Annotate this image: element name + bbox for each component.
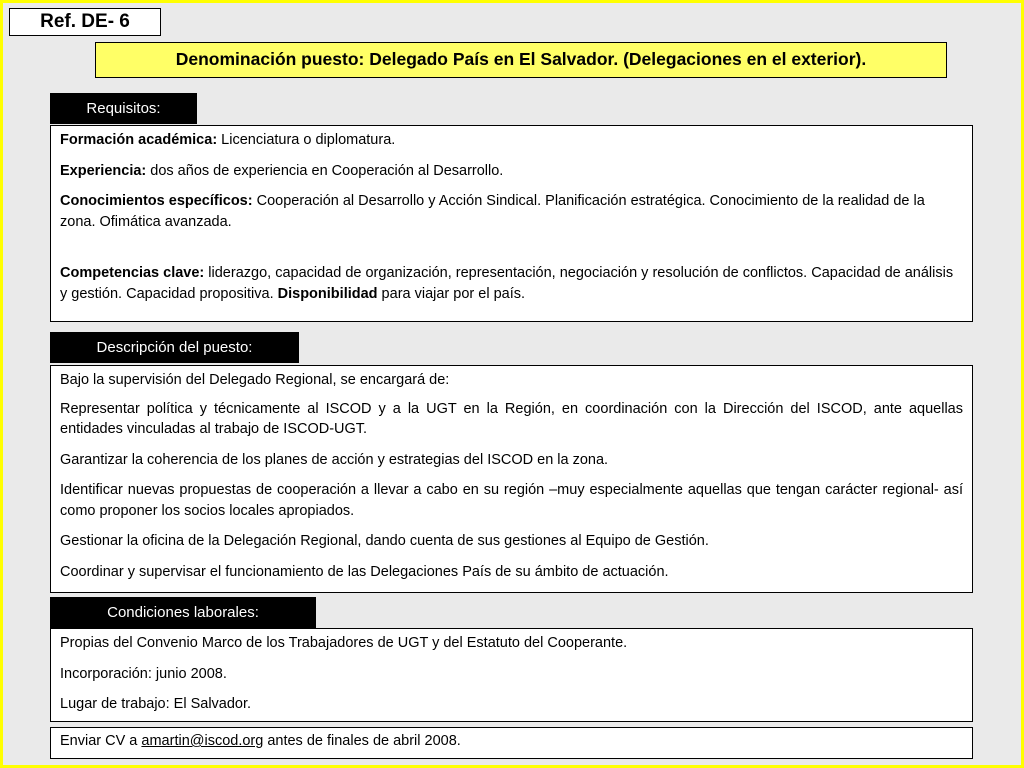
job-sheet bbox=[3, 3, 1021, 765]
formacion-label: Formación académica: bbox=[60, 132, 218, 148]
experiencia-text: dos años de experiencia en Cooperación al Desarrollo. bbox=[146, 162, 504, 179]
descripcion-item: Bajo la supervisión del Delegado Regional, se encargará de: bbox=[60, 372, 450, 388]
descripcion-item: Garantizar la coherencia de los planes de acción y estrategias del ISCOD en la zona. bbox=[60, 451, 609, 468]
condiciones-item: Lugar de trabajo: El Salvador. bbox=[60, 696, 252, 712]
descripcion-box bbox=[50, 365, 973, 593]
cv-suffix: antes de finales de abril 2008. bbox=[263, 733, 461, 749]
conocimientos-label: Conocimientos específicos: bbox=[60, 193, 253, 209]
descripcion-item: Coordinar y supervisar el funcionamiento de las Delegaciones País de su ámbito de actuación. bbox=[60, 563, 669, 580]
tab-descripcion: Descripción del puesto: bbox=[50, 332, 299, 363]
experiencia-line bbox=[60, 161, 963, 182]
tab-condiciones: Condiciones laborales: bbox=[50, 597, 316, 628]
condiciones-item: Propias del Convenio Marco de los Trabajadores de UGT y del Estatuto del Cooperante. bbox=[60, 635, 628, 651]
reference-code: Ref. DE- 6 bbox=[9, 8, 161, 36]
formacion-text: Licenciatura o diplomatura. bbox=[217, 132, 396, 148]
descripcion-item: Gestionar la oficina de la Delegación Regional, dando cuenta de sus gestiones al Equipo de Gestión. bbox=[60, 533, 709, 549]
cv-email-link[interactable]: amartin@iscod.org bbox=[141, 733, 264, 749]
page-title: Denominación puesto: Delegado País en El Salvador. (Delegaciones en el exterior). bbox=[95, 42, 947, 78]
competencias-line bbox=[60, 263, 963, 304]
requisitos-box bbox=[50, 125, 973, 322]
cv-prefix: Enviar CV a bbox=[60, 733, 142, 749]
formacion-line bbox=[60, 130, 963, 151]
descripcion-item: Representar política y técnicamente al ISCOD y a la UGT en la Región, en coordinación con la Dirección del ISCOD, ante aquellas entidades vinculadas al trabajo de ISCOD-UGT. bbox=[60, 400, 963, 437]
tab-requisitos: Requisitos: bbox=[50, 93, 197, 124]
conocimientos-text: Cooperación al Desarrollo y Acción Sindical. Planificación estratégica. Conocimiento de la realidad de la zona. Ofimática avanzada. bbox=[60, 193, 925, 230]
disponibilidad-text: para viajar por el país. bbox=[377, 285, 526, 302]
competencias-label: Competencias clave: bbox=[60, 265, 205, 281]
condiciones-box bbox=[50, 628, 973, 722]
experiencia-label: Experiencia: bbox=[60, 162, 147, 179]
condiciones-item: Incorporación: junio 2008. bbox=[60, 665, 227, 682]
disponibilidad-label: Disponibilidad bbox=[277, 285, 378, 302]
descripcion-item: Identificar nuevas propuestas de cooperación a llevar a cabo en su región –muy especialmente aquellas que tengan carácter regional- así como proponer los socios locales apropiados. bbox=[60, 482, 963, 519]
competencias-text: liderazgo, capacidad de organización, representación, negociación y resolución de conflictos. Capacidad de análisis y gestión. Capacidad propositiva. bbox=[60, 265, 954, 302]
conocimientos-line bbox=[60, 191, 963, 232]
cv-box bbox=[50, 727, 973, 759]
